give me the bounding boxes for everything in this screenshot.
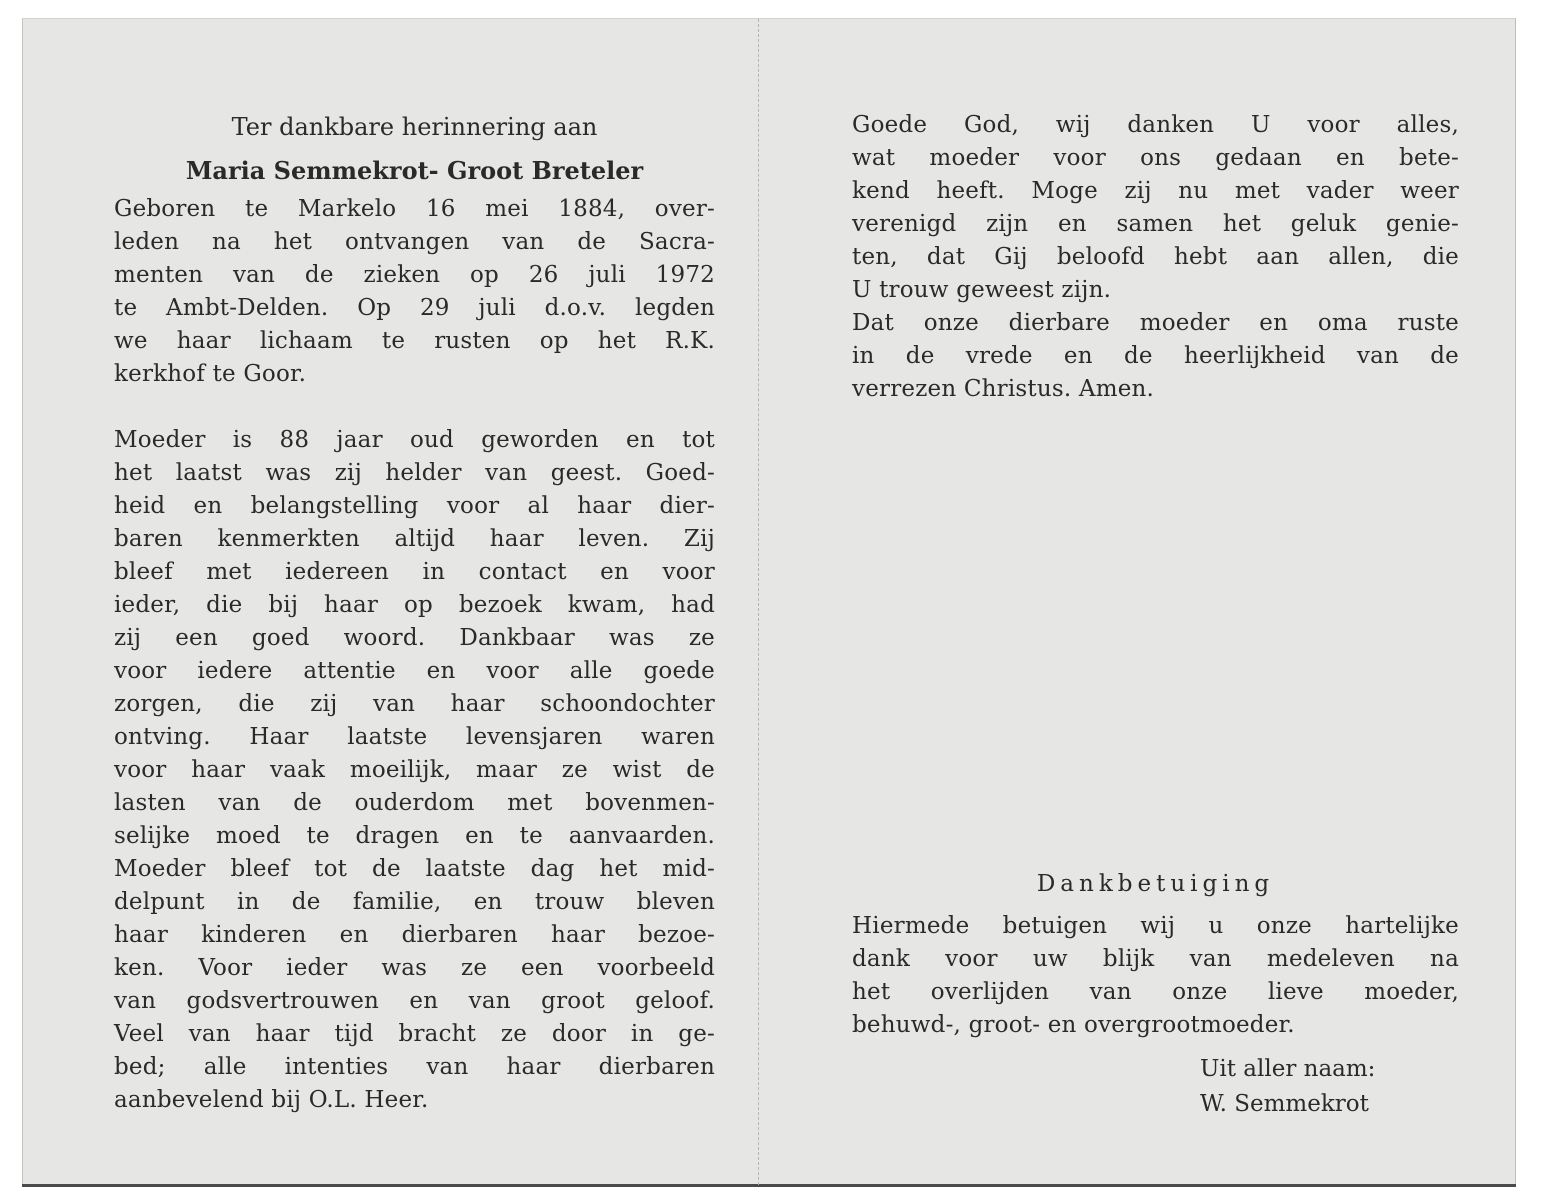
- right-page: [852, 109, 1459, 1122]
- memorial-line: delpunt in de familie, en trouw bleven: [114, 889, 715, 915]
- bio-paragraph: [114, 193, 715, 391]
- prayer-line: U trouw geweest zijn.: [852, 277, 1112, 303]
- memorial-line: selijke moed te dragen en te aanvaarden.: [114, 823, 715, 849]
- thanks-heading: Dankbetuiging: [1036, 871, 1275, 897]
- signoff-text: Uit aller naam:: [1200, 1056, 1376, 1082]
- memorial-line: Moeder bleef tot de laatste dag het mid-: [114, 856, 715, 882]
- prayer-paragraph: [852, 109, 1459, 406]
- prayer-line: verenigd zijn en samen het geluk genie-: [852, 211, 1459, 237]
- bio-line: we haar lichaam te rusten op het R.K.: [114, 328, 715, 354]
- intro-heading: Ter dankbare herinnering aan: [231, 113, 598, 141]
- thanks-paragraph: [852, 910, 1459, 1042]
- bio-line: menten van de zieken op 26 juli 1972: [114, 262, 715, 288]
- memorial-line: zorgen, die zij van haar schoondochter: [114, 691, 715, 717]
- memorial-line: van godsvertrouwen en van groot geloof.: [114, 988, 715, 1014]
- memorial-line: heid en belangstelling voor al haar dier-: [114, 493, 715, 519]
- memorial-line: baren kenmerkten altijd haar leven. Zij: [114, 526, 715, 552]
- bio-line: te Ambt-Delden. Op 29 juli d.o.v. legden: [114, 295, 715, 321]
- memorial-line: haar kinderen en dierbaren haar bezoe-: [114, 922, 715, 948]
- left-page: [114, 109, 715, 1117]
- memorial-line: Veel van haar tijd bracht ze door in ge-: [114, 1021, 715, 1047]
- deceased-name: Maria Semmekrot- Groot Breteler: [185, 156, 644, 185]
- memorial-line: ken. Voor ieder was ze een voorbeeld: [114, 955, 715, 981]
- prayer-line: Goede God, wij danken U voor alles,: [852, 112, 1459, 138]
- memorial-line: het laatst was zij helder van geest. Goed-: [114, 460, 715, 486]
- memorial-line: zij een goed woord. Dankbaar was ze: [114, 625, 715, 651]
- memorial-line: bed; alle intenties van haar dierbaren: [114, 1054, 715, 1080]
- card-fold-crease: [758, 19, 759, 1185]
- memorial-line: ieder, die bij haar op bezoek kwam, had: [114, 592, 715, 618]
- prayer-line: in de vrede en de heerlijkheid van de: [852, 343, 1459, 369]
- prayer-line: kend heeft. Moge zij nu met vader weer: [852, 178, 1459, 204]
- memorial-line: ontving. Haar laatste levensjaren waren: [114, 724, 715, 750]
- prayer-line: ten, dat Gij beloofd hebt aan allen, die: [852, 244, 1459, 270]
- prayer-line: verrezen Christus. Amen.: [852, 376, 1155, 402]
- bio-line: Geboren te Markelo 16 mei 1884, over-: [114, 196, 715, 222]
- thanks-line: Hiermede betuigen wij u onze hartelijke: [852, 913, 1459, 939]
- prayer-line: wat moeder voor ons gedaan en bete-: [852, 145, 1459, 171]
- memorial-line: Moeder is 88 jaar oud geworden en tot: [114, 427, 715, 453]
- memorial-line: voor iedere attentie en voor alle goede: [114, 658, 715, 684]
- memorial-line: aanbevelend bij O.L. Heer.: [114, 1087, 429, 1113]
- thanks-line: behuwd-, groot- en overgrootmoeder.: [852, 1012, 1295, 1038]
- signature-block: [1200, 1052, 1459, 1122]
- memorial-paragraph: [114, 424, 715, 1117]
- prayer-line: Dat onze dierbare moeder en oma ruste: [852, 310, 1459, 336]
- memorial-line: lasten van de ouderdom met bovenmen-: [114, 790, 715, 816]
- thanks-line: dank voor uw blijk van medeleven na: [852, 946, 1459, 972]
- memorial-line: voor haar vaak moeilijk, maar ze wist de: [114, 757, 715, 783]
- memorial-card: [22, 18, 1516, 1184]
- bio-line: leden na het ontvangen van de Sacra-: [114, 229, 715, 255]
- thanks-line: het overlijden van onze lieve moeder,: [852, 979, 1459, 1005]
- bio-line: kerkhof te Goor.: [114, 361, 307, 387]
- memorial-line: bleef met iedereen in contact en voor: [114, 559, 715, 585]
- signer-name: W. Semmekrot: [1200, 1091, 1369, 1117]
